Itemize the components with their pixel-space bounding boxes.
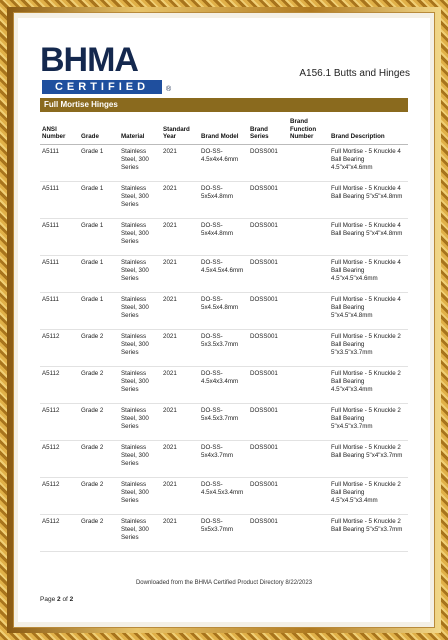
cell-brand-description: Full Mortise - 5 Knuckle 2 Ball Bearing 4.5"x4"x3.4mm — [329, 366, 408, 403]
cell-material: Stainless Steel, 300 Series — [119, 514, 161, 551]
table-row — [40, 255, 408, 292]
table-row — [40, 477, 408, 514]
cell-material: Stainless Steel, 300 Series — [119, 366, 161, 403]
cell-brand-model: DO-SS-4.5x4x4.6mm — [199, 144, 248, 181]
cell-brand-model: DO-SS-5x4x4.8mm — [199, 218, 248, 255]
cell-brand-series: DOSS001 — [248, 329, 288, 366]
cell-grade: Grade 2 — [79, 440, 119, 477]
registered-mark-icon: ® — [166, 86, 172, 93]
cell-brand-description: Full Mortise - 5 Knuckle 4 Ball Bearing 5"x4.5"x4.8mm — [329, 292, 408, 329]
cell-ansi-number: A5111 — [40, 292, 79, 329]
cell-grade: Grade 2 — [79, 329, 119, 366]
cell-brand-model: DO-SS-5x4x3.7mm — [199, 440, 248, 477]
product-table — [40, 116, 408, 552]
cell-brand-function-number — [288, 366, 329, 403]
column-header-brand-series: Brand Series — [248, 116, 288, 144]
cell-ansi-number: A5111 — [40, 255, 79, 292]
cell-material: Stainless Steel, 300 Series — [119, 218, 161, 255]
section-header — [40, 98, 408, 112]
column-header-grade: Grade — [79, 116, 119, 144]
cell-brand-series: DOSS001 — [248, 218, 288, 255]
column-header-standard-year: Standard Year — [161, 116, 199, 144]
cell-material: Stainless Steel, 300 Series — [119, 144, 161, 181]
cell-brand-function-number — [288, 292, 329, 329]
cell-grade: Grade 2 — [79, 477, 119, 514]
cell-ansi-number: A5112 — [40, 440, 79, 477]
cell-brand-series: DOSS001 — [248, 181, 288, 218]
page-number — [40, 596, 73, 603]
cell-brand-model: DO-SS-4.5x4x3.4mm — [199, 366, 248, 403]
column-header-brand-description: Brand Description — [329, 116, 408, 144]
cell-brand-function-number — [288, 440, 329, 477]
cell-brand-description: Full Mortise - 5 Knuckle 4 Ball Bearing 5"x5"x4.8mm — [329, 181, 408, 218]
table-row — [40, 514, 408, 551]
cell-brand-function-number — [288, 403, 329, 440]
cell-ansi-number: A5111 — [40, 144, 79, 181]
document-title: A156.1 Butts and Hinges — [299, 68, 410, 79]
cell-standard-year: 2021 — [161, 477, 199, 514]
cell-ansi-number: A5112 — [40, 477, 79, 514]
column-header-material: Material — [119, 116, 161, 144]
cell-brand-function-number — [288, 255, 329, 292]
cell-brand-description: Full Mortise - 5 Knuckle 2 Ball Bearing 4.5"x4.5"x3.4mm — [329, 477, 408, 514]
table-row — [40, 144, 408, 181]
section-title: Full Mortise Hinges — [44, 100, 118, 109]
cell-material: Stainless Steel, 300 Series — [119, 440, 161, 477]
table-row — [40, 403, 408, 440]
cell-brand-description: Full Mortise - 5 Knuckle 2 Ball Bearing 5"x4"x3.7mm — [329, 440, 408, 477]
cell-grade: Grade 1 — [79, 218, 119, 255]
cell-standard-year: 2021 — [161, 144, 199, 181]
cell-brand-function-number — [288, 181, 329, 218]
cell-standard-year: 2021 — [161, 514, 199, 551]
cell-brand-model: DO-SS-5x4.5x3.7mm — [199, 403, 248, 440]
cell-grade: Grade 1 — [79, 144, 119, 181]
cell-standard-year: 2021 — [161, 292, 199, 329]
cell-brand-function-number — [288, 144, 329, 181]
table-row — [40, 218, 408, 255]
cell-material: Stainless Steel, 300 Series — [119, 292, 161, 329]
cell-brand-series: DOSS001 — [248, 403, 288, 440]
cell-brand-function-number — [288, 514, 329, 551]
cell-brand-function-number — [288, 329, 329, 366]
cell-brand-series: DOSS001 — [248, 255, 288, 292]
cell-grade: Grade 1 — [79, 292, 119, 329]
cell-standard-year: 2021 — [161, 329, 199, 366]
page-current: 2 — [57, 596, 61, 603]
cell-brand-series: DOSS001 — [248, 514, 288, 551]
column-header-brand-function-number: Brand Function Number — [288, 116, 329, 144]
cell-ansi-number: A5111 — [40, 181, 79, 218]
cell-ansi-number: A5112 — [40, 403, 79, 440]
table-row — [40, 440, 408, 477]
cell-standard-year: 2021 — [161, 366, 199, 403]
table-body — [40, 144, 408, 551]
cell-brand-description: Full Mortise - 5 Knuckle 2 Ball Bearing 5"x5"x3.7mm — [329, 514, 408, 551]
table-row — [40, 366, 408, 403]
cell-ansi-number: A5111 — [40, 218, 79, 255]
cell-brand-model: DO-SS-5x5x3.7mm — [199, 514, 248, 551]
cell-material: Stainless Steel, 300 Series — [119, 181, 161, 218]
cell-standard-year: 2021 — [161, 255, 199, 292]
cell-grade: Grade 1 — [79, 255, 119, 292]
download-footer: Downloaded from the BHMA Certified Product Directory 8/22/2023 — [135, 580, 313, 586]
cell-material: Stainless Steel, 300 Series — [119, 477, 161, 514]
cell-brand-description: Full Mortise - 5 Knuckle 4 Ball Bearing 4.5"x4.5"x4.6mm — [329, 255, 408, 292]
cell-brand-description: Full Mortise - 5 Knuckle 4 Ball Bearing 4.5"x4"x4.6mm — [329, 144, 408, 181]
table-row — [40, 181, 408, 218]
cell-material: Stainless Steel, 300 Series — [119, 403, 161, 440]
cell-brand-function-number — [288, 477, 329, 514]
cell-grade: Grade 1 — [79, 181, 119, 218]
cell-ansi-number: A5112 — [40, 366, 79, 403]
cell-grade: Grade 2 — [79, 366, 119, 403]
logo-wordmark: BHMA — [40, 41, 138, 79]
page-total: 2 — [69, 596, 74, 603]
cell-grade: Grade 2 — [79, 403, 119, 440]
column-header-brand-model: Brand Model — [199, 116, 248, 144]
table-header-row — [40, 116, 408, 144]
cell-ansi-number: A5112 — [40, 514, 79, 551]
page-prefix: Page — [40, 596, 56, 603]
cell-material: Stainless Steel, 300 Series — [119, 255, 161, 292]
logo-certified-text: CERTIFIED — [54, 81, 150, 93]
cell-brand-series: DOSS001 — [248, 144, 288, 181]
cell-material: Stainless Steel, 300 Series — [119, 329, 161, 366]
cell-brand-model: DO-SS-5x3.5x3.7mm — [199, 329, 248, 366]
cell-brand-description: Full Mortise - 5 Knuckle 2 Ball Bearing 5"x4.5"x3.7mm — [329, 403, 408, 440]
cell-brand-series: DOSS001 — [248, 366, 288, 403]
cell-brand-description: Full Mortise - 5 Knuckle 4 Ball Bearing 5"x4"x4.8mm — [329, 218, 408, 255]
cell-brand-model: DO-SS-4.5x4.5x4.6mm — [199, 255, 248, 292]
cell-standard-year: 2021 — [161, 403, 199, 440]
cell-brand-model: DO-SS-5x5x4.8mm — [199, 181, 248, 218]
cell-brand-function-number — [288, 218, 329, 255]
cell-standard-year: 2021 — [161, 218, 199, 255]
table-row — [40, 292, 408, 329]
cell-brand-series: DOSS001 — [248, 292, 288, 329]
cell-standard-year: 2021 — [161, 440, 199, 477]
cell-brand-model: DO-SS-4.5x4.5x3.4mm — [199, 477, 248, 514]
cell-standard-year: 2021 — [161, 181, 199, 218]
cell-brand-description: Full Mortise - 5 Knuckle 2 Ball Bearing 5"x3.5"x3.7mm — [329, 329, 408, 366]
cell-brand-model: DO-SS-5x4.5x4.8mm — [199, 292, 248, 329]
page-of: of — [62, 596, 68, 603]
document-page — [18, 18, 430, 622]
cell-ansi-number: A5112 — [40, 329, 79, 366]
table-row — [40, 329, 408, 366]
cell-grade: Grade 2 — [79, 514, 119, 551]
cell-brand-series: DOSS001 — [248, 440, 288, 477]
column-header-ansi-number: ANSI Number — [40, 116, 79, 144]
cell-brand-series: DOSS001 — [248, 477, 288, 514]
